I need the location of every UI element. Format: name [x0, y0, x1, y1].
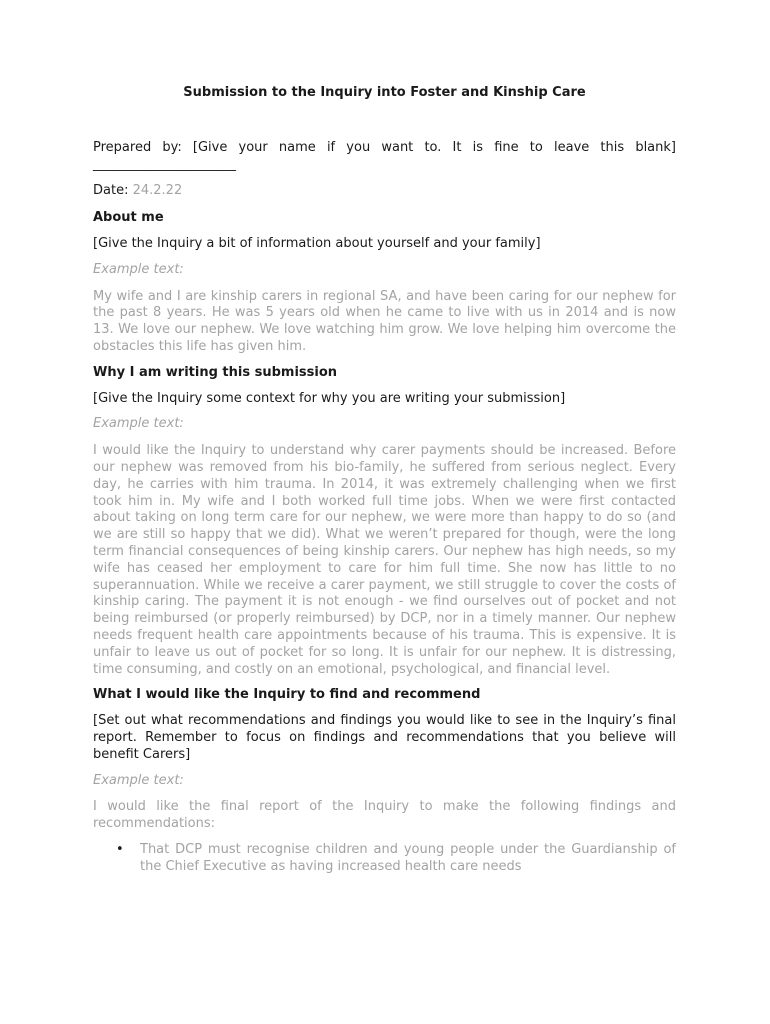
section-prompt-recommend: [Set out what recommendations and findings you would like to see in the Inquiry’s final report. Remember to focus on findings and recommendations that you believe will benefit Carers]	[93, 713, 676, 762]
example-label-recommend: Example text:	[93, 772, 184, 788]
bullet-icon: •	[116, 841, 124, 857]
list-item-text: That DCP must recognise children and young people under the Guardianship of the Chief Executive as having increased health care needs	[140, 841, 676, 874]
example-body-why: I would like the Inquiry to understand why carer payments should be increased. Before our nephew was removed from his bio-family, he suffered from serious neglect. Every day, he carries with him trauma. In 2014, it was extremely challenging when we first took him in. My wife and I both worked full time jobs. When we were first contacted about taking on long term care for our nephew, we were more than happy to do so (and we are still so happy that we did). What we weren’t prepared for though, were the long term financial consequences of being kinship carers. Our nephew has high needs, so my wife has ceased her employment to care for him full time. She now has little to no superannuation. While we receive a carer payment, we still struggle to cover the costs of kinship caring. The payment it is not enough - we find ourselves out of pocket and not being reimbursed (or properly reimbursed) by DCP, nor in a timely manner. Our nephew needs frequent health care appointments because of his trauma. This is expensive. It is unfair to leave us out of pocket for so long. It is unfair for our nephew. It is distressing, time consuming, and costly on an emotional, psychological, and financial level.	[93, 443, 676, 677]
example-body-about: My wife and I are kinship carers in regional SA, and have been caring for our nephew for the past 8 years. He was 5 years old when he came to live with us in 2014 and is now 13. We love our nephew. We love watching him grow. We love helping him overcome the obstacles this life has given him.	[93, 288, 676, 354]
section-heading-why: Why I am writing this submission	[93, 364, 338, 380]
example-label-why: Example text:	[93, 416, 184, 432]
section-prompt-why: [Give the Inquiry some context for why you are writing your submission]	[93, 390, 566, 406]
section-heading-recommend: What I would like the Inquiry to find and recommend	[93, 687, 481, 703]
example-label-about: Example text:	[93, 261, 184, 277]
document-page	[93, 85, 676, 875]
document-title: Submission to the Inquiry into Foster and Kinship Care	[183, 85, 586, 100]
date-label: Date:	[93, 183, 133, 199]
date-line	[93, 183, 676, 200]
section-prompt-about: [Give the Inquiry a bit of information about yourself and your family]	[93, 235, 541, 251]
example-body-recommend: I would like the final report of the Inquiry to make the following findings and recommendations:	[93, 799, 676, 832]
list-item	[93, 842, 676, 876]
section-heading-about: About me	[93, 210, 164, 226]
recommendation-list	[93, 842, 676, 876]
prepared-by-line: Prepared by: [Give your name if you want to. It is fine to leave this blank] ______________________	[93, 139, 676, 172]
date-value: 24.2.22	[132, 183, 183, 199]
